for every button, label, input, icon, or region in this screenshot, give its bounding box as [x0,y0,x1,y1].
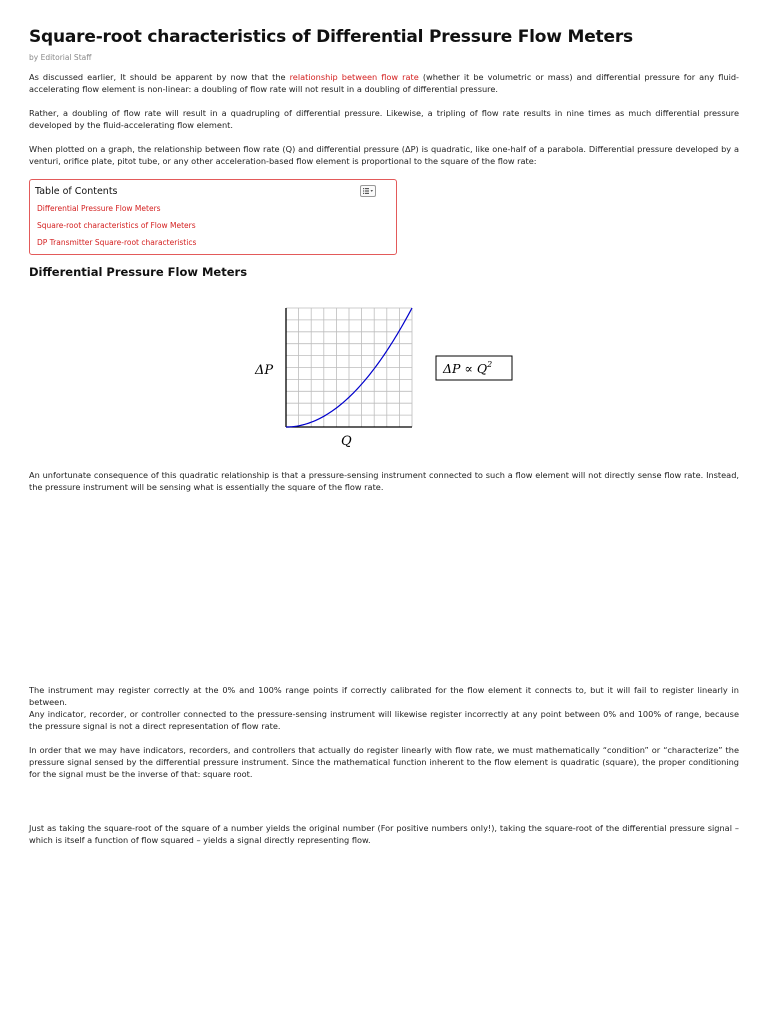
toc-item-dp-transmitter[interactable]: DP Transmitter Square-root characteristics [37,238,197,247]
toc-title: Table of Contents [35,186,118,197]
paragraph-7: In order that we may have indicators, recorders, and controllers that actually do register linearly with flow rate, we must mathematically “condition” or “characterize” the pressure signal sensed by the differential pressure instrument. Since the mathematical function inherent to the flow element is quadratic (square), the proper conditioning for the signal must be the inverse of that: square root. [29,745,739,779]
p1-text-before: As discussed earlier, It should be apparent by now that the [29,72,290,82]
formula-main: ΔP ∝ Q [443,361,488,376]
y-axis-label: ΔP [255,363,274,378]
list-toggle-icon[interactable] [360,185,376,197]
paragraph-2: Rather, a doubling of flow rate will result in a quadrupling of differential pressure. Likewise, a tripling of flow rate results in nine times as much differential pressure developed by the fluid-accelerating flow element. [29,108,739,130]
byline: by Editorial Staff [29,53,92,62]
toc-item-dp-flow-meters[interactable]: Differential Pressure Flow Meters [37,204,161,213]
table-of-contents [29,179,397,255]
graph-grid [286,308,412,427]
formula-text [442,360,492,376]
paragraph-8: Just as taking the square-root of the square of a number yields the original number (For positive numbers only!), taking the square-root of the differential pressure signal – which is itself a function of flow squared – yields a signal directly representing flow. [29,823,739,845]
paragraph-4: An unfortunate consequence of this quadratic relationship is that a pressure-sensing instrument connected to such a flow element will not directly sense flow rate. Instead, the pressure instrument will be sensing what is essentially the square of the flow rate. [29,470,739,492]
paragraph-6: Any indicator, recorder, or controller connected to the pressure-sensing instrument will likewise register incorrectly at any point between 0% and 100% of range, because the pressure signal is not a direct representation of flow rate. [29,709,739,731]
page-title: Square-root characteristics of Differential Pressure Flow Meters [29,27,633,47]
paragraph-3: When plotted on a graph, the relationship between flow rate (Q) and differential pressure (ΔP) is quadratic, like one-half of a parabola. Differential pressure developed by a venturi, orifice plate, pitot tube, or any other acceleration-based flow element is proportional to the square of the flow rate: [29,144,739,166]
intro-paragraph [29,71,739,95]
x-axis-label: Q [341,434,352,449]
paragraph-5: The instrument may register correctly at the 0% and 100% range points if correctly calibrated for the flow element it connects to, but it will fail to register linearly in between. [29,685,739,707]
dp-vs-flow-figure [250,298,520,460]
section-heading: Differential Pressure Flow Meters [29,265,248,279]
p1-text-after: (whether it be volumetric or mass) and differential pressure for any fluid-accelerating flow element is non-linear: a doubling of flow rate will not result in a doubling of differential pressure. [29,72,739,94]
toc-item-square-root-flow-meters[interactable]: Square-root characteristics of Flow Meters [37,221,196,230]
formula-exponent: 2 [487,360,493,369]
relationship-link[interactable]: relationship between flow rate [289,72,419,82]
dp-vs-flow-graph [250,298,520,460]
